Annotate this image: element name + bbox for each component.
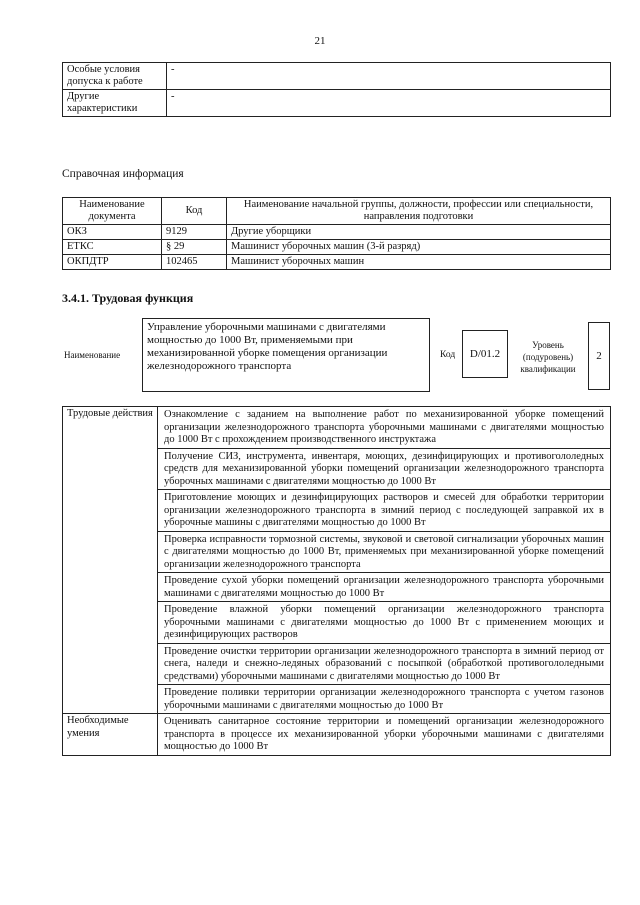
function-name-label: Наименование bbox=[64, 350, 121, 360]
table-row bbox=[63, 407, 611, 449]
labor-actions-table bbox=[62, 406, 611, 756]
table-header-row bbox=[63, 198, 611, 225]
function-name-box: Управление уборочными машинами с двигателями мощностью до 1000 Вт, применяемыми при механизированной уборке помещения организации железнодорожного транспорта bbox=[142, 318, 430, 392]
row-label: Другие характеристики bbox=[63, 90, 167, 117]
table-row bbox=[63, 90, 611, 117]
action-item: Приготовление моющих и дезинфицирующих растворов и смесей для обработки территории организации железнодорожного транспорта в зимний период с последующей заправкой их в уборочные машины с двигателями мощностью до 1000 Вт bbox=[158, 490, 611, 532]
cell-doc: ЕТКС bbox=[63, 240, 162, 255]
header-name: Наименование начальной группы, должности, профессии или специальности, направления подготовки bbox=[227, 198, 611, 225]
header-doc: Наименование документа bbox=[63, 198, 162, 225]
row-label: Особые условия допуска к работе bbox=[63, 63, 167, 90]
page-number: 21 bbox=[314, 35, 326, 47]
table-row bbox=[63, 714, 611, 756]
header-code: Код bbox=[162, 198, 227, 225]
skills-label: Необходимые умения bbox=[63, 714, 158, 756]
function-code-label: Код bbox=[440, 350, 456, 360]
action-item: Проведение влажной уборки помещений организации железнодорожного транспорта уборочными машинами с двигателями мощностью до 1000 Вт с применением моющих и дезинфицирующих растворов bbox=[158, 602, 611, 644]
action-item: Проведение очистки территории организации железнодорожного транспорта в зимний период от снега, наледи и снежно-ледяных образований с посыпкой (обработкой противогололедными средствами) уборочными машинами с двигателями мощностью до 1000 Вт bbox=[158, 643, 611, 685]
qualification-level-box: 2 bbox=[588, 322, 610, 390]
action-item: Проведение сухой уборки помещений организации железнодорожного транспорта уборочными машинами с двигателями мощностью до 1000 Вт bbox=[158, 573, 611, 602]
qualification-level-label: Уровень (подуровень) квалификации bbox=[520, 340, 576, 374]
table-row bbox=[63, 255, 611, 270]
reference-title: Справочная информация bbox=[62, 168, 184, 180]
cell-doc: ОКПДТР bbox=[63, 255, 162, 270]
reference-table bbox=[62, 197, 611, 270]
cell-code: 9129 bbox=[162, 225, 227, 240]
action-item: Проверка исправности тормозной системы, звуковой и световой сигнализации уборочных машин с двигателями мощностью до 1000 Вт, применяемых при механизированной уборке помещений организации железнодорожного транспорта bbox=[158, 531, 611, 573]
cell-code: § 29 bbox=[162, 240, 227, 255]
skill-item: Оценивать санитарное состояние территории и помещений организации железнодорожного транспорта в процессе их механизированной уборки уборочными машинами с двигателями мощностью до 1000 Вт bbox=[158, 714, 611, 756]
cell-name: Машинист уборочных машин bbox=[227, 255, 611, 270]
cell-name: Другие уборщики bbox=[227, 225, 611, 240]
action-item: Проведение поливки территории организации железнодорожного транспорта с учетом газонов уборочными машинами с двигателями мощностью до 1000 Вт bbox=[158, 685, 611, 714]
table-row bbox=[63, 225, 611, 240]
row-value: - bbox=[167, 90, 611, 117]
action-item: Получение СИЗ, инструмента, инвентаря, моющих, дезинфицирующих и противогололедных средств для механизированной уборки помещений организации железнодорожного транспорта уборочных машинами с двигателями мощностью до 1000 Вт bbox=[158, 448, 611, 490]
cell-code: 102465 bbox=[162, 255, 227, 270]
section-title: 3.4.1. Трудовая функция bbox=[62, 291, 194, 305]
action-item: Ознакомление с заданием на выполнение работ по механизированной уборке помещений организации железнодорожного транспорта уборочными машинами с двигателями мощностью до 1000 Вт с прохождением производственного инструктажа bbox=[158, 407, 611, 449]
table-row bbox=[63, 240, 611, 255]
actions-label: Трудовые действия bbox=[63, 407, 158, 714]
cell-doc: ОКЗ bbox=[63, 225, 162, 240]
function-code-box: D/01.2 bbox=[462, 330, 508, 378]
table-row bbox=[63, 63, 611, 90]
row-value: - bbox=[167, 63, 611, 90]
admission-table bbox=[62, 62, 611, 117]
cell-name: Машинист уборочных машин (3-й разряд) bbox=[227, 240, 611, 255]
